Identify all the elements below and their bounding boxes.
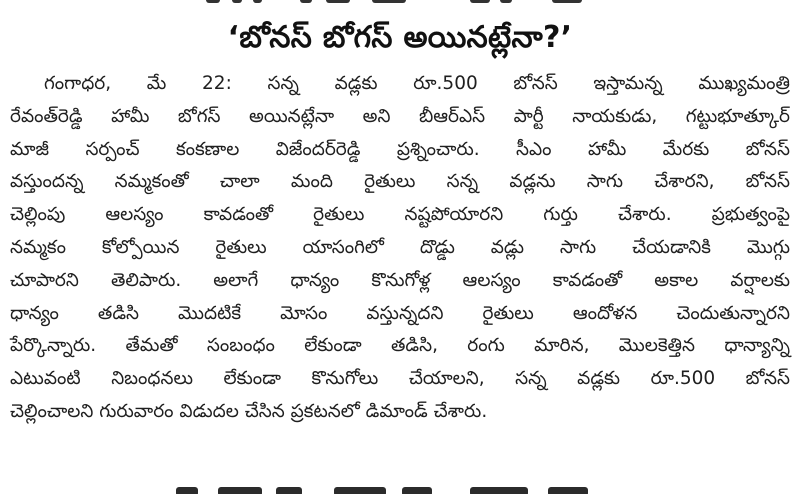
article-line: చెల్లింపు ఆలస్యం కావడంతో రైతులు నష్టపోయారని గుర్తు చేశారు. ప్రభుత్వంపై: [10, 204, 790, 226]
article-line: చూపారని తెలిపారు. అలాగే ధాన్యం కొనుగోళ్ల ఆలస్యం కావడంతో అకాల వర్షాలకు: [10, 269, 790, 291]
article-line: వస్తుందన్న నమ్మకంతో చాలా మంది రైతులు సన్న వడ్లను సాగు చేశారని, బోనస్: [10, 171, 790, 193]
cropped-previous-text: [0, 0, 800, 8]
article-line: పేర్కొన్నారు. తేమతో సంబంధం లేకుండా తడిసి, రంగు మారిన, మొలకెత్తిన ధాన్యాన్ని: [10, 335, 790, 357]
headline: ‘బోనస్ బోగస్ అయినట్లేనా?’: [227, 20, 573, 55]
article-line: రేవంత్‌రెడ్డి హామీ బోగస్ అయినట్లేనా అని బీఆర్‌ఎస్ పార్టీ నాయకుడు, గట్టుభూత్కూర్: [10, 105, 790, 127]
article-line: ధాన్యం తడిసి మొదటికే మోసం వస్తున్నదని రైతులు ఆందోళన చెందుతున్నారని: [10, 302, 790, 324]
cropped-next-headline: [0, 484, 800, 494]
article-line: చెల్లించాలని గురువారం విడుదల చేసిన ప్రకటనలో డిమాండ్ చేశారు.: [10, 400, 488, 422]
article-line: ఎటువంటి నిబంధనలు లేకుండా కొనుగోలు చేయాలని, సన్న వడ్లకు రూ.500 బోనస్: [10, 368, 790, 390]
article-line: గంగాధర, మే 22: సన్న వడ్లకు రూ.500 బోనస్ ఇస్తామన్న ముఖ్యమంత్రి: [44, 73, 790, 94]
article-body: [10, 68, 790, 429]
article-line: మాజీ సర్పంచ్ కంకణాల విజేందర్‌రెడ్డి ప్రశ్నించారు. సీఎం హామీ మేరకు బోనస్: [10, 138, 790, 160]
article-line: నమ్మకం కోల్పోయిన రైతులు యాసంగిలో దొడ్డు వడ్లు సాగు చేయడానికి మొగ్గు: [10, 236, 790, 258]
